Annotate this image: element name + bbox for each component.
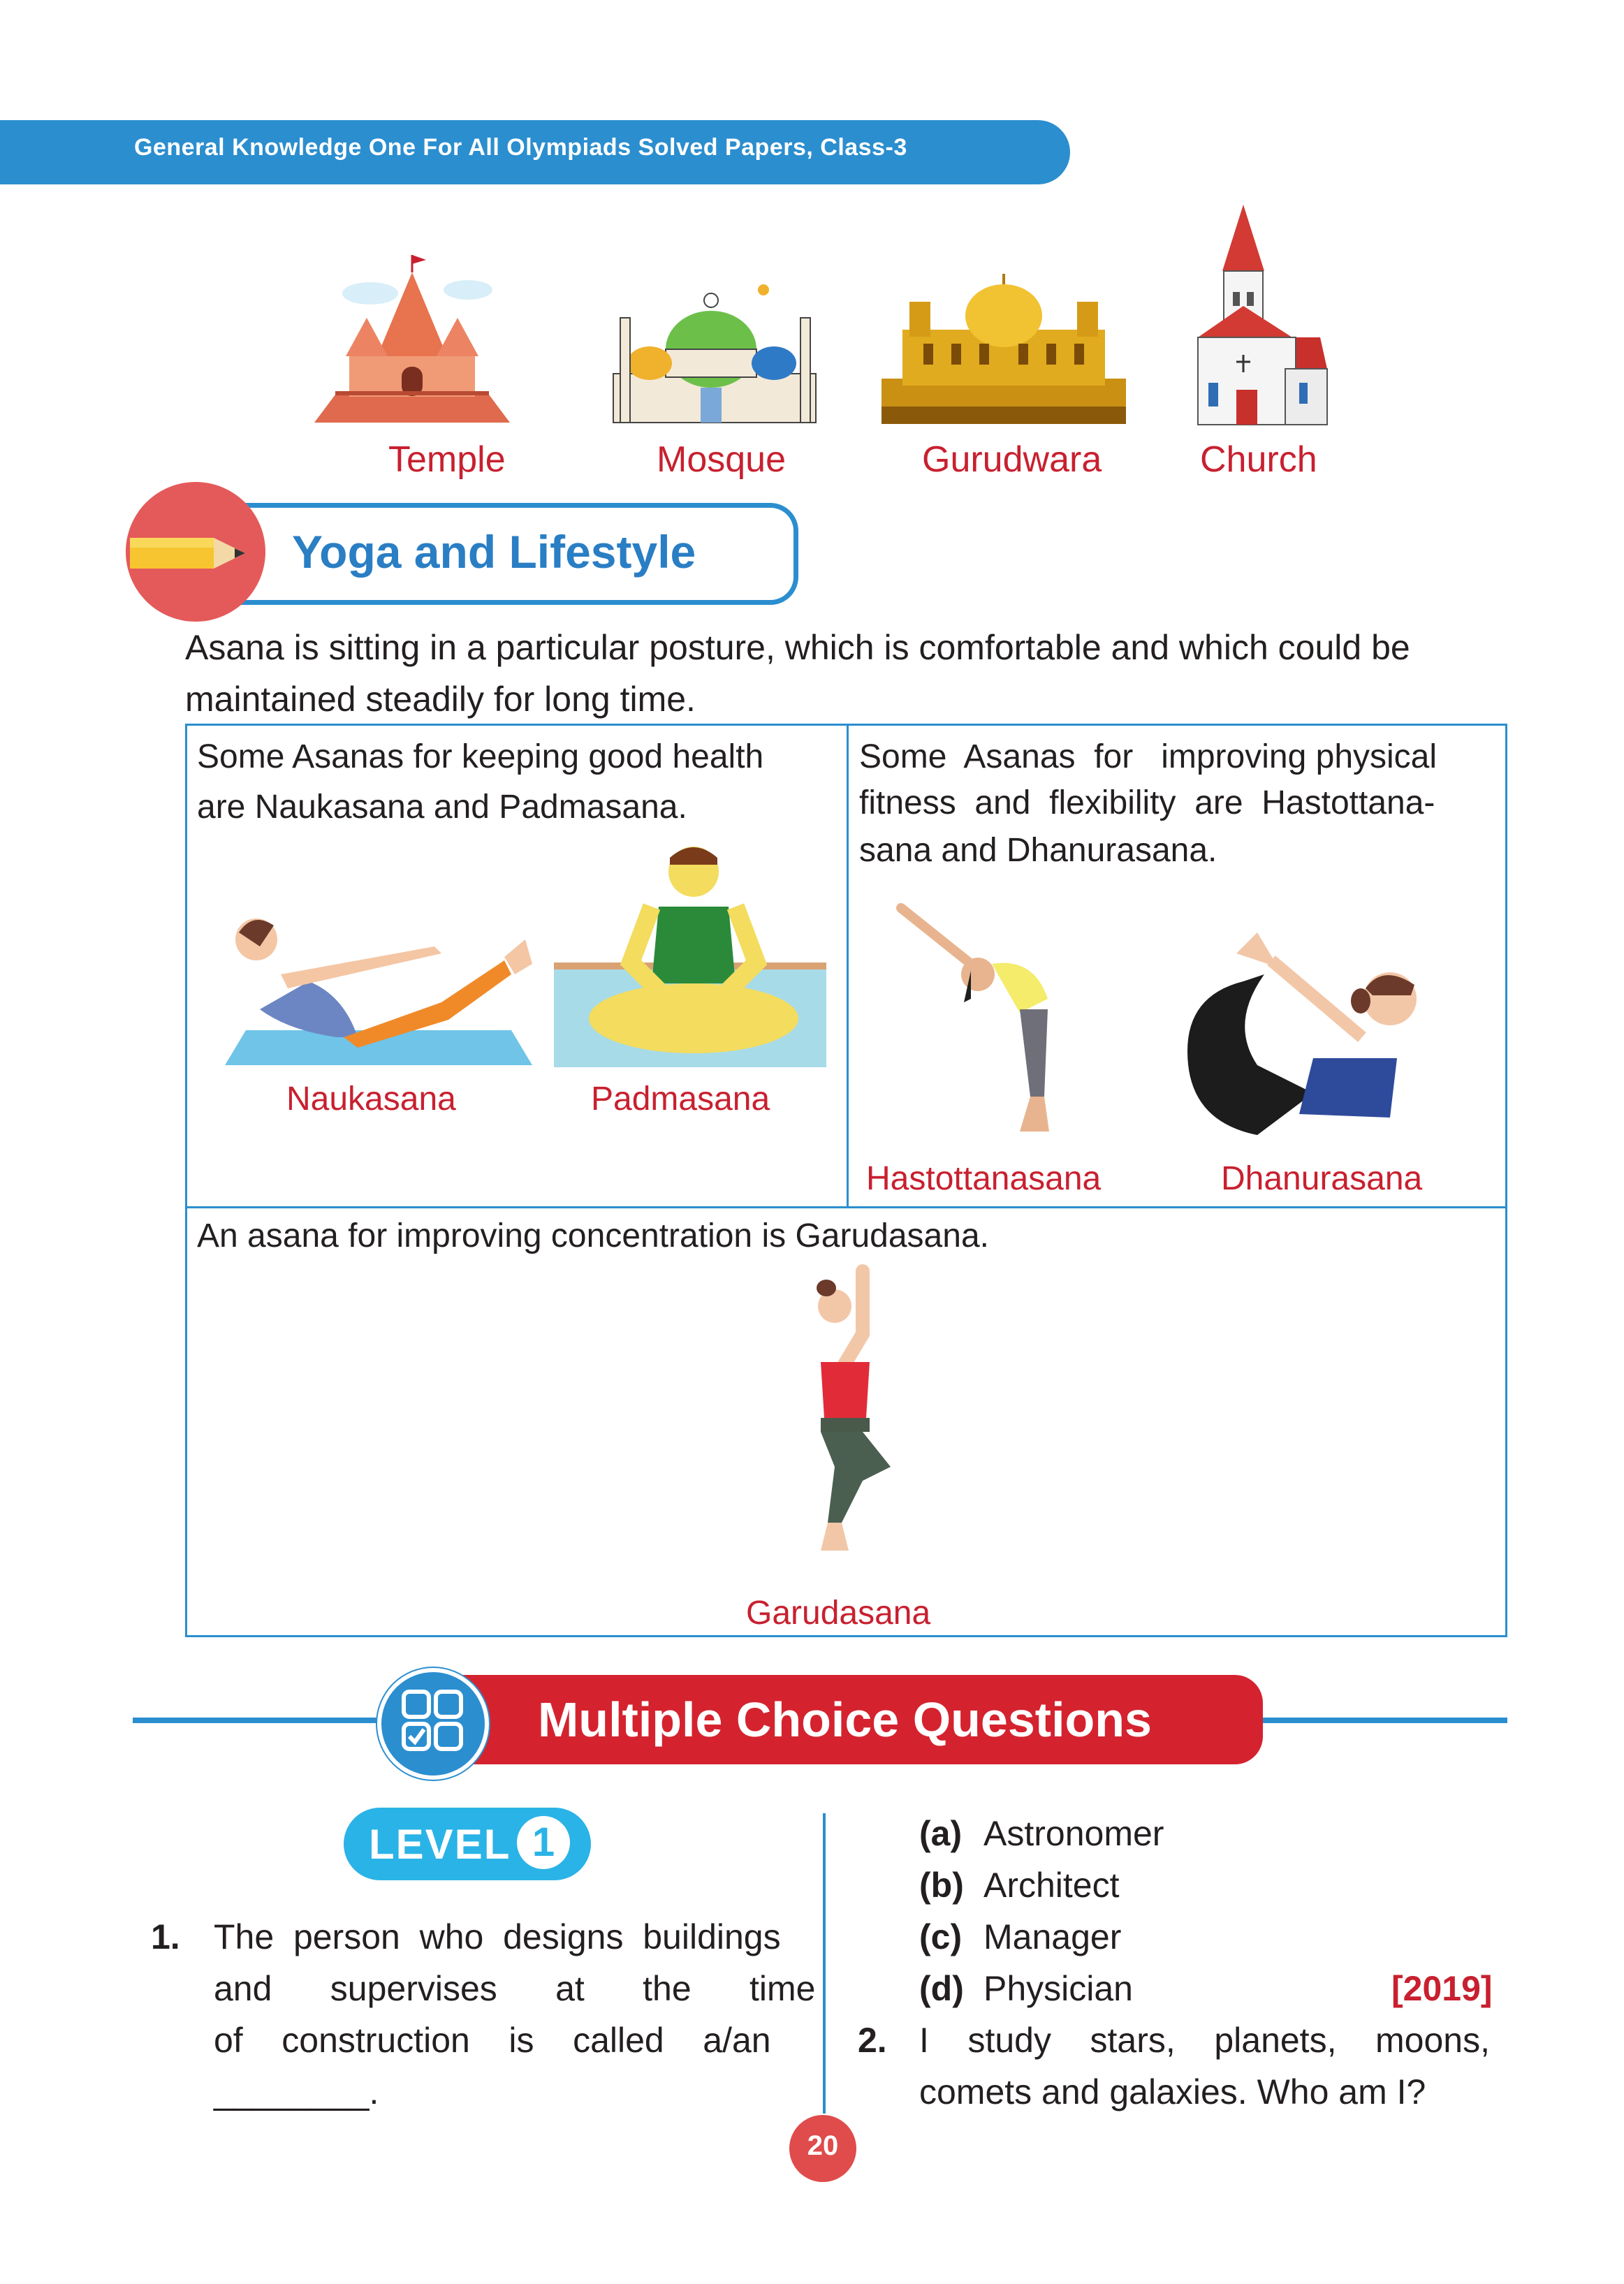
garudasana-figure [786, 1257, 912, 1565]
cell2-line-1: Some Asanas for improving physical [859, 738, 1438, 775]
dhanurasana-figure [1173, 925, 1435, 1142]
church-label: Church [1200, 439, 1317, 480]
hastottanasana-label: Hastottanasana [866, 1160, 1102, 1197]
option-b-text: Architect [983, 1866, 1120, 1905]
option-b-letter: (b) [919, 1866, 964, 1905]
hastottanasana-figure [894, 887, 1090, 1139]
question-1-line-3: of construction is called a/an [214, 2021, 771, 2060]
question-2-line-1: I study stars, planets, moons, [919, 2021, 1490, 2060]
question-1-number: 1. [151, 1917, 180, 1956]
question-1-line-1: The person who designs buildings [214, 1917, 781, 1956]
table-divider-horizontal [185, 1206, 1507, 1208]
padmasana-label: Padmasana [591, 1081, 770, 1118]
question-2-number: 2. [858, 2021, 887, 2060]
question-2-line-2: comets and galaxies. Who am I? [919, 2072, 1426, 2111]
temple-icon [307, 251, 517, 426]
cell1-line-2: are Naukasana and Padmasana. [197, 789, 687, 826]
option-c-letter: (c) [919, 1917, 963, 1956]
level-number: 1 [532, 1820, 555, 1865]
mosque-label: Mosque [657, 439, 786, 480]
option-d-text: Physician [983, 1969, 1133, 2008]
question-1-line-4: ________. [214, 2072, 379, 2111]
gurudwara-label: Gurudwara [922, 439, 1102, 480]
column-divider [823, 1813, 826, 2114]
table-divider-vertical [847, 724, 849, 1208]
level-label: LEVEL [369, 1821, 511, 1868]
naukasana-figure [204, 898, 532, 1069]
naukasana-label: Naukasana [286, 1081, 456, 1118]
cell1-line-1: Some Asanas for keeping good health [197, 738, 764, 775]
intro-line-2: maintained steadily for long time. [185, 680, 696, 719]
mcq-heading: Multiple Choice Questions [538, 1692, 1152, 1747]
option-a-letter: (a) [919, 1814, 963, 1853]
temple-label: Temple [388, 439, 506, 480]
yoga-heading-title: Yoga and Lifestyle [292, 526, 696, 578]
dhanurasana-label: Dhanurasana [1221, 1160, 1423, 1197]
year-tag: [2019] [1391, 1969, 1493, 2008]
option-d-letter: (d) [919, 1969, 964, 2008]
mosque-icon [606, 269, 823, 426]
cell3-text: An asana for improving concentration is Garudasana. [197, 1217, 989, 1254]
page-number: 20 [807, 2130, 839, 2161]
option-a-text: Astronomer [983, 1814, 1164, 1853]
church-icon [1180, 201, 1334, 428]
padmasana-figure [554, 837, 826, 1067]
book-title: General Knowledge One For All Olympiads Solved Papers, Class-3 [134, 134, 907, 161]
intro-line-1: Asana is sitting in a particular posture, which is comfortable and which could be [185, 628, 1410, 667]
cell2-line-2: fitness and flexibility are Hastottana- [859, 784, 1435, 821]
garudasana-label: Garudasana [746, 1595, 931, 1632]
option-c-text: Manager [983, 1917, 1122, 1956]
checklist-icon [401, 1689, 464, 1752]
question-1-line-2: and supervises at the time [214, 1969, 816, 2008]
gurudwara-icon [882, 274, 1126, 424]
pencil-icon [130, 532, 270, 574]
cell2-line-3: sana and Dhanurasana. [859, 832, 1217, 869]
